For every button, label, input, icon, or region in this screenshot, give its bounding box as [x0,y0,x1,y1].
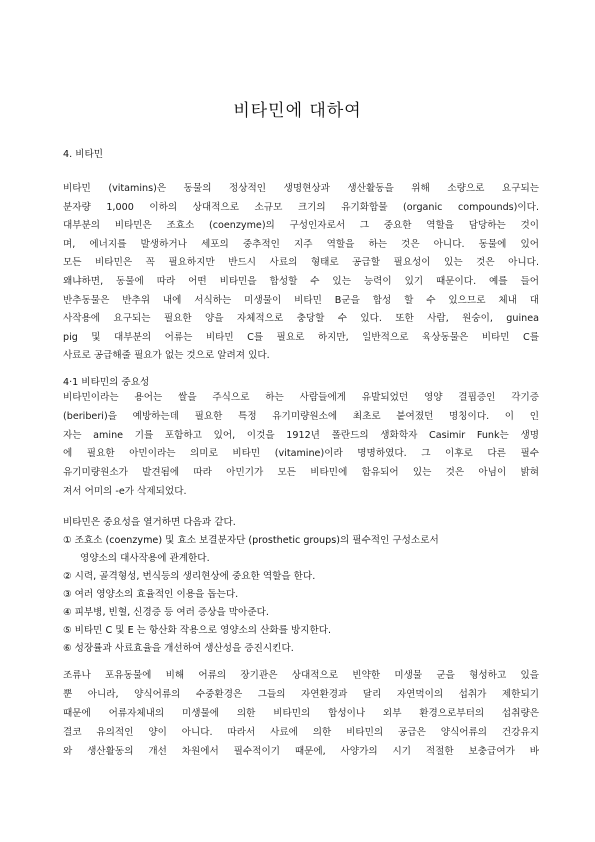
paragraph-line: 사작용에 요구되는 필요한 양을 자체적으로 충당할 수 있다. 또한 사람, 원숭이, guinea [63,313,539,325]
paragraph-line: 자는 amine 기를 포함하고 있어, 이것을 1912년 폴란드의 생화학자 Casimir Funk는 생명 [63,429,539,441]
section-4-heading: 4. 비타민 [63,149,104,160]
document-title: 비타민에 대하여 [233,101,362,121]
paragraph-line: 모든 비타민은 꼭 필요하지만 반드시 사료의 형태로 공급할 필요성이 있는 것은 아니다. [63,257,539,269]
paragraph-line: 사료로 공급해줄 필요가 없는 것으로 알려져 있다. [63,350,270,362]
importance-item-1: ① 조효소 (coenzyme) 및 효소 보결분자단 (prosthetic groups)의 필수적인 구성소로서 [63,535,439,546]
importance-item-2: ② 시력, 골격형성, 번식등의 생리현상에 중요한 역할을 한다. [63,571,316,582]
paragraph-line: 유기미량원소가 발견됨에 따라 아민기가 모든 비타민에 함유되어 있는 것은 아님이 밝혀 [63,467,539,479]
importance-item-6: ⑥ 성장률과 사료효율을 개선하여 생산성을 증진시킨다. [63,643,294,654]
paragraph-line: 대부분의 비타민은 조효소 (coenzyme)의 구성인자로서 그 중요한 역할을 담당하는 것이 [63,220,539,232]
importance-item-5: ⑤ 비타민 C 및 E 는 항산화 작용으로 영양소의 산화를 방지한다. [63,625,332,636]
paragraph-line: 비타민 (vitamins)은 동물의 정상적인 생명현상과 생산활동을 위해 소량으로 요구되는 [63,183,539,194]
paragraph-line: 왜냐하면, 동물에 따라 어떤 비타민을 합성할 수 있는 능력이 있기 때문이다. 예를 들어 [63,275,539,287]
paragraph-line: (beriberi)을 예방하는데 필요한 특정 유기미량원소에 최초로 붙여졌던 명칭이다. 이 인 [63,410,539,422]
paragraph-vitamins-intro [63,180,539,366]
paragraph-line: 에 필요한 아민이라는 의미로 비타민 (vitamine)이라 명명하였다. 그 이후로 다른 필수 [63,448,539,460]
paragraph-line: 분자량 1,000 이하의 상대적으로 소규모 크기의 유기화합물 (organic compounds)이다. [63,201,539,213]
importance-intro: 비타민은 중요성을 열거하면 다음과 같다. [63,517,236,528]
paragraph-line: pig 및 대부분의 어류는 비타민 C를 필요로 하지만, 일반적으로 육상동물은 비타민 C를 [63,331,539,343]
paragraph-line: 뿐 아니라, 양식어류의 수중환경은 그들의 자연환경과 달리 자연먹이의 섭취가 제한되기 [63,689,539,700]
importance-item-3: ③ 여러 영양소의 효율적인 이용을 돕는다. [63,589,239,600]
paragraph-line: 와 생산활동의 개선 차원에서 필수적이기 때문에, 사양가의 시기 적절한 보충급여가 바 [63,746,539,757]
paragraph-line: 져서 어미의 -e가 삭제되었다. [63,485,187,497]
paragraph-vitamin-history [63,389,539,502]
paragraph-line: 때문에 어류자체내의 미생물에 의한 비타민의 합성이나 외부 환경으로부터의 섭취량은 [63,708,539,719]
paragraph-line: 비타민이라는 용어는 쌀을 주식으로 하는 사람들에게 유발되었던 영양 결핍증인 각기증 [63,392,539,403]
paragraph-line: 결코 유의적인 양이 아니다. 따라서 사료에 의한 비타민의 공급은 양식어류의 건강유지 [63,727,539,738]
importance-item-1-continuation: 영양소의 대사작용에 관계한다. [80,553,210,564]
section-4-1-heading: 4·1 비타민의 중요성 [63,377,150,388]
paragraph-line: 반추동물은 반추위 내에 서식하는 미생물이 비타민 B군을 합성 할 수 있으므로 체내 대 [63,294,539,306]
paragraph-fish-vitamins [63,666,539,761]
paragraph-line: 며, 에너지를 발생하거나 세포의 중추적인 지주 역할을 하는 것은 아니다. 동물에 있어 [63,238,539,250]
importance-item-4: ④ 피부병, 빈혈, 신경증 등 여러 증상을 막아준다. [63,607,269,618]
paragraph-line: 조류나 포유동물에 비해 어류의 장기관은 상대적으로 빈약한 미생물 군을 형성하고 있을 [63,670,539,681]
